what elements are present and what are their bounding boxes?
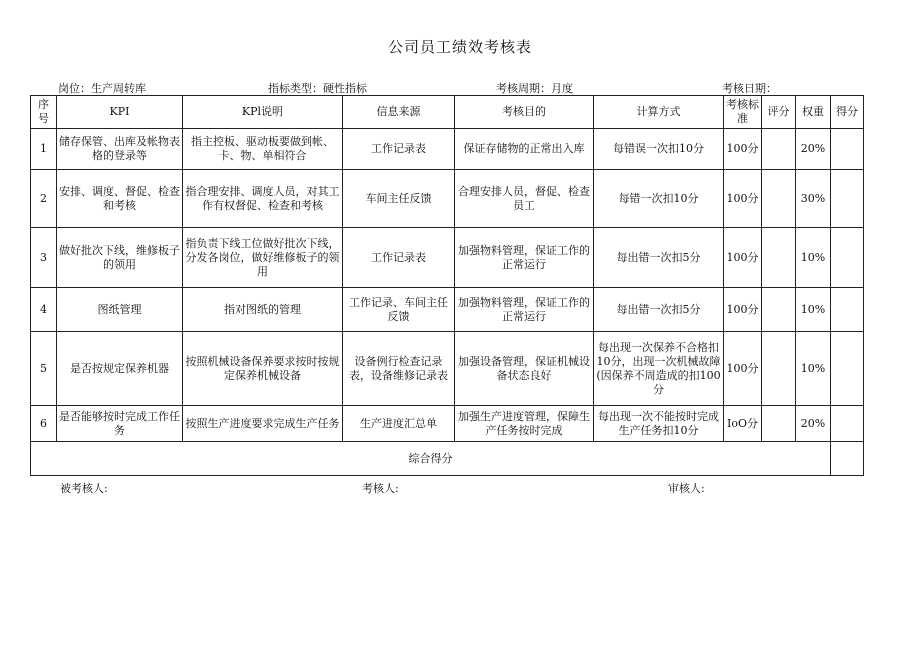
- cell-kpi: 安排、调度、督促、检查和考核: [57, 170, 183, 228]
- cell-score: [831, 228, 864, 288]
- cell-rating: [762, 129, 796, 170]
- cell-desc: 指负责下线工位做好批次下线，分发各岗位，做好维修板子的领用: [183, 228, 343, 288]
- table-row: [31, 129, 864, 170]
- cell-rating: [762, 288, 796, 332]
- cell-weight: 10%: [796, 288, 831, 332]
- cell-purpose: 加强物料管理，保证工作的正常运行: [455, 228, 594, 288]
- table-row: [31, 228, 864, 288]
- header-kpi: KPI: [57, 96, 183, 129]
- cell-weight: 30%: [796, 170, 831, 228]
- assessor-label: 考核人:: [362, 482, 399, 495]
- cell-weight: 10%: [796, 228, 831, 288]
- cell-rating: [762, 228, 796, 288]
- cell-score: [831, 332, 864, 406]
- table-row: [31, 406, 864, 442]
- cell-no: 4: [31, 288, 57, 332]
- date-label: 考核日期：: [722, 82, 777, 95]
- cell-kpi: 是否能够按时完成工作任务: [57, 406, 183, 442]
- cell-no: 5: [31, 332, 57, 406]
- cell-standard: IoO分: [724, 406, 762, 442]
- header-no: 序号: [31, 96, 57, 129]
- header-score: 得分: [831, 96, 864, 129]
- cell-purpose: 合理安排人员，督促、检查员工: [455, 170, 594, 228]
- cell-score: [831, 406, 864, 442]
- total-label: 综合得分: [31, 442, 831, 476]
- table-row: [31, 332, 864, 406]
- table-header-row: [31, 96, 864, 129]
- cell-score: [831, 288, 864, 332]
- cell-calc: 每出错一次扣5分: [594, 228, 724, 288]
- position-label: 岗位：生产周转库: [58, 82, 146, 95]
- header-calc: 计算方式: [594, 96, 724, 129]
- cell-kpi: 图纸管理: [57, 288, 183, 332]
- cell-calc: 每出现一次不能按时完成生产任务扣10分: [594, 406, 724, 442]
- cell-score: [831, 129, 864, 170]
- total-score-cell: [831, 442, 864, 476]
- cell-standard: 100分: [724, 228, 762, 288]
- cell-source: 车间主任反馈: [343, 170, 455, 228]
- assessee-label: 被考核人:: [60, 482, 108, 495]
- cell-no: 1: [31, 129, 57, 170]
- cell-standard: 100分: [724, 288, 762, 332]
- kpi-table: [30, 95, 864, 476]
- reviewer-label: 审核人:: [668, 482, 705, 495]
- cell-no: 3: [31, 228, 57, 288]
- cell-no: 6: [31, 406, 57, 442]
- indicator-type-label: 指标类型：硬性指标: [268, 82, 367, 95]
- cell-purpose: 加强设备管理，保证机械设备状态良好: [455, 332, 594, 406]
- header-desc: KPl说明: [183, 96, 343, 129]
- cell-desc: 按照机械设备保养要求按时按规定保养机械设备: [183, 332, 343, 406]
- cell-source: 设备例行检查记录表，设备维修记录表: [343, 332, 455, 406]
- table-row: [31, 288, 864, 332]
- header-standard: 考核标准: [724, 96, 762, 129]
- cell-standard: 100分: [724, 332, 762, 406]
- cell-calc: 每错误一次扣10分: [594, 129, 724, 170]
- page-title: 公司员工绩效考核表: [387, 38, 532, 56]
- cell-standard: 100分: [724, 129, 762, 170]
- cell-desc: 指主控板、驱动板要做到帐、卡、物、单相符合: [183, 129, 343, 170]
- cell-desc: 指对图纸的管理: [183, 288, 343, 332]
- cell-kpi: 储存保管、出库及帐物表格的登录等: [57, 129, 183, 170]
- cell-score: [831, 170, 864, 228]
- cell-desc: 按照生产进度要求完成生产任务: [183, 406, 343, 442]
- header-purpose: 考核目的: [455, 96, 594, 129]
- cell-weight: 10%: [796, 332, 831, 406]
- cell-purpose: 加强物料管理，保证工作的正常运行: [455, 288, 594, 332]
- cell-weight: 20%: [796, 129, 831, 170]
- header-weight: 权重: [796, 96, 831, 129]
- total-row: [31, 442, 864, 476]
- cell-rating: [762, 170, 796, 228]
- cell-kpi: 是否按规定保养机器: [57, 332, 183, 406]
- cell-no: 2: [31, 170, 57, 228]
- cell-desc: 指合理安排、调度人员，对其工作有权督促、检查和考核: [183, 170, 343, 228]
- cell-rating: [762, 406, 796, 442]
- cell-purpose: 加强生产进度管理，保障生产任务按时完成: [455, 406, 594, 442]
- cell-calc: 每出现一次保养不合格扣10分，出现一次机械故障(因保养不周造成的扣100分: [594, 332, 724, 406]
- header-rating: 评分: [762, 96, 796, 129]
- cell-kpi: 做好批次下线，维修板子的领用: [57, 228, 183, 288]
- cell-calc: 每错一次扣10分: [594, 170, 724, 228]
- cell-weight: 20%: [796, 406, 831, 442]
- cell-rating: [762, 332, 796, 406]
- table-row: [31, 170, 864, 228]
- header-source: 信息来源: [343, 96, 455, 129]
- cell-purpose: 保证存储物的正常出入库: [455, 129, 594, 170]
- cycle-label: 考核周期：月度: [496, 82, 573, 95]
- cell-standard: 100分: [724, 170, 762, 228]
- cell-source: 工作记录表: [343, 228, 455, 288]
- cell-source: 生产进度汇总单: [343, 406, 455, 442]
- cell-source: 工作记录、车间主任反馈: [343, 288, 455, 332]
- cell-source: 工作记录表: [343, 129, 455, 170]
- cell-calc: 每出错一次扣5分: [594, 288, 724, 332]
